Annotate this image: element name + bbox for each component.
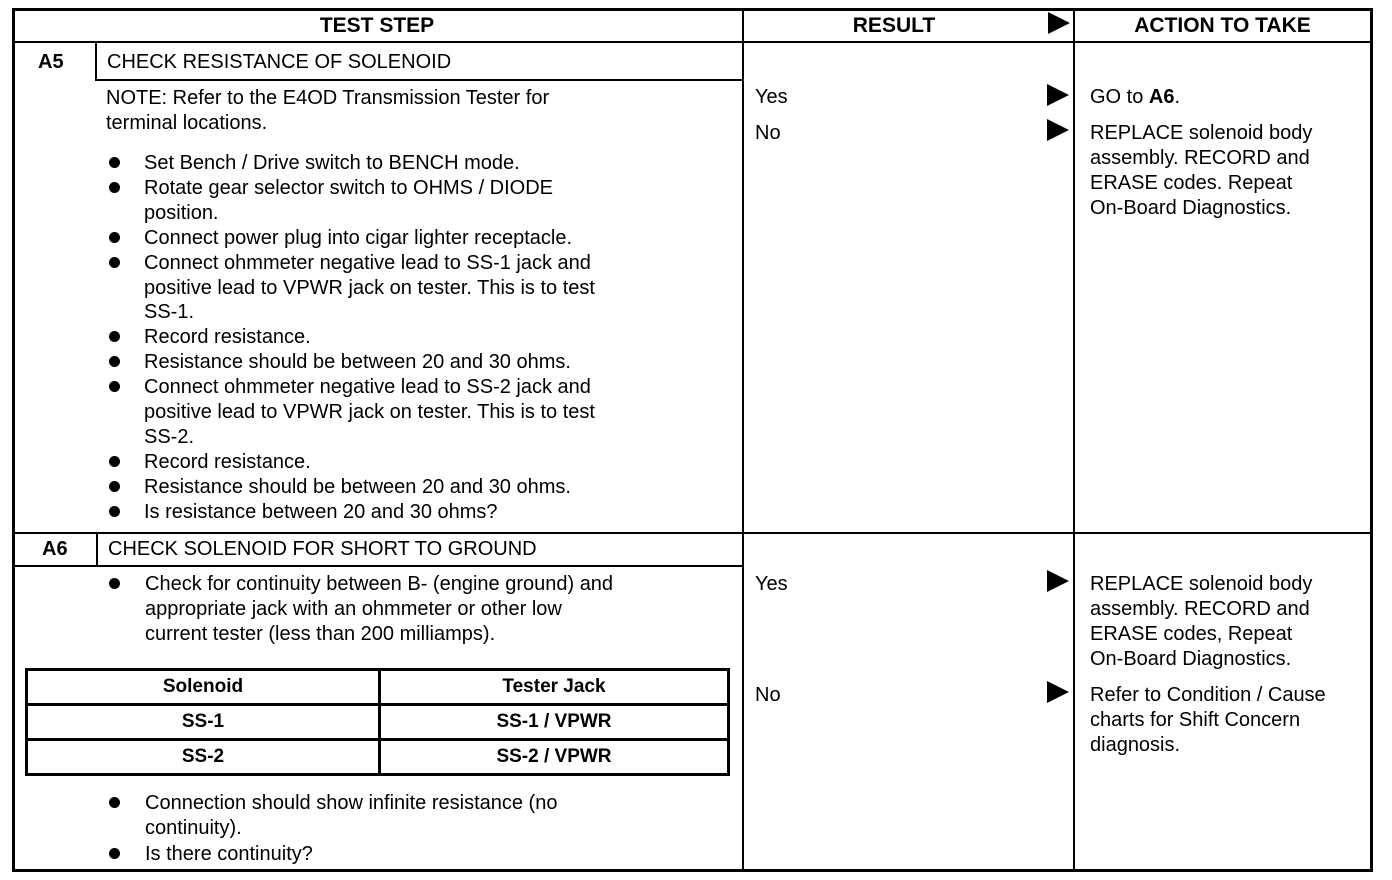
a5-action-yes-post: . (1174, 86, 1181, 108)
bullet-icon (109, 356, 120, 367)
a5-code-divider (95, 43, 97, 80)
bullet-icon (109, 848, 120, 859)
bullet-icon (109, 456, 120, 467)
a5-action-no-line1: REPLACE solenoid body (1090, 122, 1313, 144)
a5-no-arrow-icon (1047, 119, 1069, 141)
a5-bullet-7-line2: positive lead to VPWR jack on tester. This is to test (144, 401, 595, 423)
a6-action-no-line1: Refer to Condition / Cause (1090, 684, 1326, 706)
a5-action-yes (1090, 85, 1180, 110)
a5-bullet-7-line3: SS-2. (144, 426, 195, 448)
a5-bullet-6: Resistance should be between 20 and 30 ohms. (144, 351, 571, 373)
table-cell-jack: SS-1 / VPWR (380, 705, 729, 740)
table-header-tester-jack: Tester Jack (380, 670, 729, 705)
a5-bullet-2-line1: Rotate gear selector switch to OHMS / DIODE (144, 177, 554, 199)
table-border-right (1370, 8, 1373, 872)
a6-action-yes-line1: REPLACE solenoid body (1090, 573, 1313, 595)
a5-note-line1: NOTE: Refer to the E4OD Transmission Tester for (106, 87, 550, 109)
a5-bullet-7-line1: Connect ohmmeter negative lead to SS-2 jack and (144, 376, 591, 398)
bullet-icon (109, 157, 120, 168)
a6-bullet-1-line3: current tester (less than 200 milliamps). (145, 623, 496, 645)
bullet-icon (109, 481, 120, 492)
a5-bullet-10: Is resistance between 20 and 30 ohms? (144, 501, 498, 523)
bullet-icon (109, 381, 120, 392)
header-test-step: TEST STEP (319, 14, 435, 37)
solenoid-jack-table (25, 668, 730, 776)
a5-bullet-9: Resistance should be between 20 and 30 ohms. (144, 476, 571, 498)
a5-action-no-line3: ERASE codes. Repeat (1090, 172, 1293, 194)
a6-bullet-1-line2: appropriate jack with an ohmmeter or other low (145, 598, 562, 620)
bullet-icon (109, 232, 120, 243)
table-header-solenoid: Solenoid (27, 670, 380, 705)
table-border-left (12, 8, 15, 872)
a5-step-title: CHECK RESISTANCE OF SOLENOID (107, 51, 452, 73)
bullet-icon (109, 182, 120, 193)
bullet-icon (109, 331, 120, 342)
a6-step-code: A6 (42, 538, 68, 560)
a6-bullet-2-line2: continuity). (145, 817, 242, 839)
a6-bullet-2-line1: Connection should show infinite resistance (no (145, 792, 558, 814)
a6-title-top-left (12, 532, 744, 534)
a5-step-code: A5 (38, 51, 64, 73)
header-action: ACTION TO TAKE (1134, 14, 1311, 37)
a6-action-yes-line2: assembly. RECORD and (1090, 598, 1310, 620)
a6-code-divider (96, 533, 98, 566)
table-cell-jack: SS-2 / VPWR (380, 740, 729, 775)
table-row (27, 705, 729, 740)
a6-action-no-line2: charts for Shift Concern (1090, 709, 1301, 731)
a6-action-no-line3: diagnosis. (1090, 734, 1181, 756)
a5-bullet-4-line1: Connect ohmmeter negative lead to SS-1 jack and (144, 252, 591, 274)
a6-title-bottom (12, 565, 744, 567)
a6-action-yes-line4: On-Board Diagnostics. (1090, 648, 1292, 670)
a6-no-arrow-icon (1047, 681, 1069, 703)
table-header-row (27, 670, 729, 705)
a5-bullet-4-line2: positive lead to VPWR jack on tester. This is to test (144, 277, 595, 299)
table-border-bottom (12, 869, 1373, 872)
bullet-icon (109, 257, 120, 268)
table-cell-solenoid: SS-1 (27, 705, 380, 740)
a5-result-no: No (755, 122, 781, 144)
a5-bullet-8: Record resistance. (144, 451, 311, 473)
table-border-top (12, 8, 1373, 11)
a6-result-no: No (755, 684, 781, 706)
a5-action-yes-target: A6 (1148, 86, 1175, 108)
a5-action-yes-pre: GO to (1090, 86, 1149, 108)
a5-note-line2: terminal locations. (106, 112, 268, 134)
a5-bullet-5: Record resistance. (144, 326, 311, 348)
table-cell-solenoid: SS-2 (27, 740, 380, 775)
a6-step-title: CHECK SOLENOID FOR SHORT TO GROUND (108, 538, 537, 560)
table-row (27, 740, 729, 775)
a6-yes-arrow-icon (1047, 570, 1069, 592)
column-divider-result (742, 8, 744, 872)
column-divider-action (1073, 8, 1075, 872)
bullet-icon (109, 506, 120, 517)
a5-title-bottom (95, 79, 743, 81)
a5-result-yes: Yes (755, 86, 788, 108)
a6-bullet-1-line1: Check for continuity between B- (engine ground) and (145, 573, 614, 595)
header-result: RESULT (852, 14, 936, 37)
a5-bullet-4-line3: SS-1. (144, 301, 195, 323)
a5-bullet-3: Connect power plug into cigar lighter receptacle. (144, 227, 573, 249)
a6-result-yes: Yes (755, 573, 788, 595)
a5-action-no-line2: assembly. RECORD and (1090, 147, 1310, 169)
a5-action-no-line4: On-Board Diagnostics. (1090, 197, 1292, 219)
header-divider (12, 41, 1373, 43)
header-arrow-icon (1048, 12, 1070, 34)
bullet-icon (109, 578, 120, 589)
a6-action-yes-line3: ERASE codes, Repeat (1090, 623, 1293, 645)
a5-bullet-1: Set Bench / Drive switch to BENCH mode. (144, 152, 520, 174)
a5-bullet-2-line2: position. (144, 202, 219, 224)
bullet-icon (109, 797, 120, 808)
a5-yes-arrow-icon (1047, 84, 1069, 106)
a6-bullet-3: Is there continuity? (145, 843, 313, 865)
